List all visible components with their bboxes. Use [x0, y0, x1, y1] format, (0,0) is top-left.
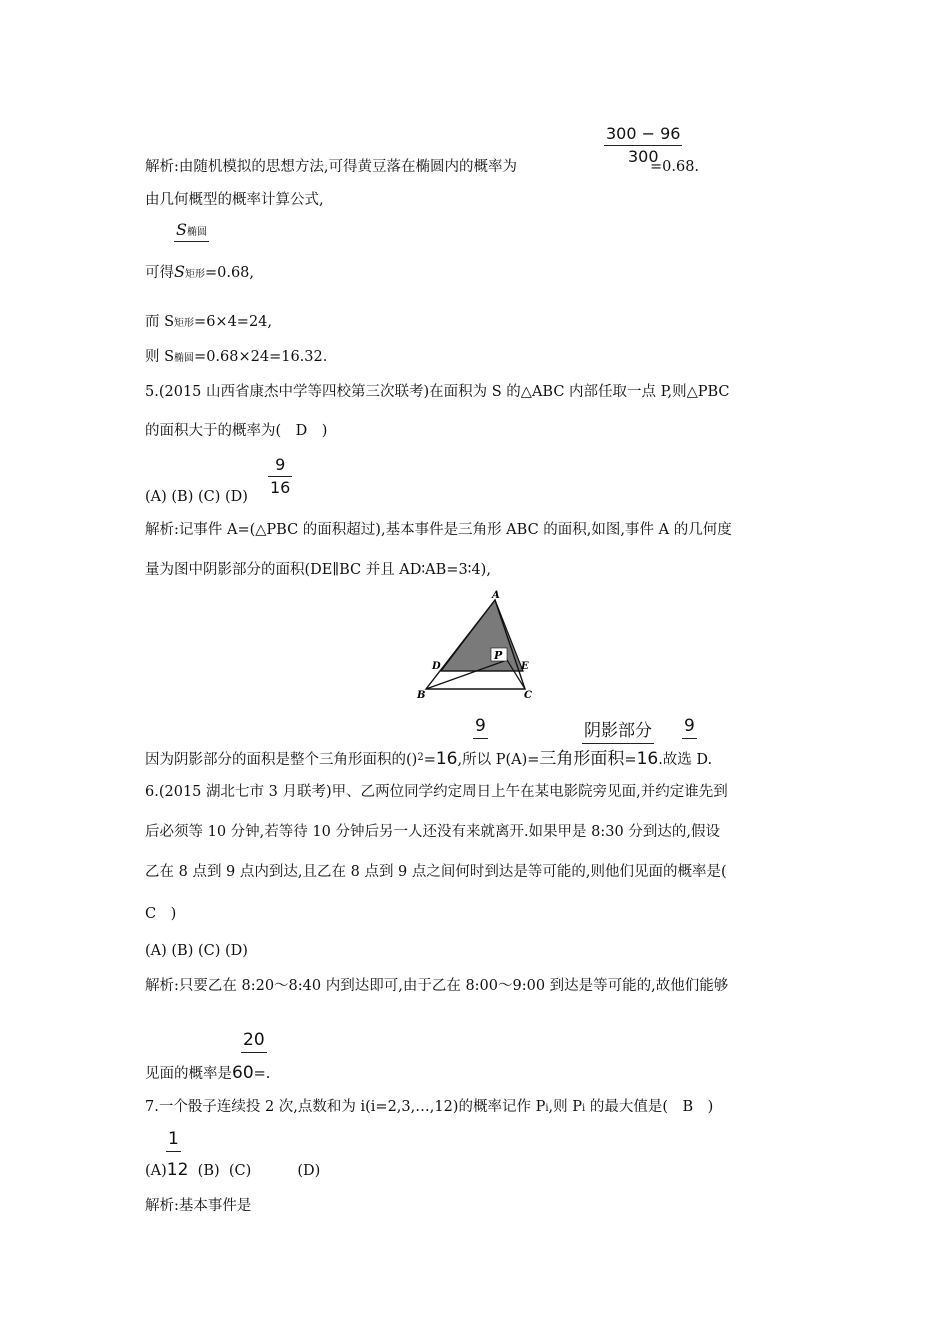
- problem-5-line-2: [145, 421, 327, 441]
- options-text: (A) (B) (C) (D): [145, 489, 248, 505]
- fraction-bar: [604, 145, 682, 146]
- triangle-figure: [410, 588, 540, 700]
- label-d: D: [432, 661, 441, 672]
- problem-answer: C ): [145, 906, 177, 922]
- equals-text: =: [624, 752, 637, 768]
- solution-line-1: [145, 157, 517, 177]
- fraction-area-ratio: [174, 220, 209, 243]
- equals-text: =: [423, 752, 436, 768]
- problem-5-options: [145, 487, 248, 507]
- fraction-numerator: S椭圆: [176, 220, 207, 239]
- problem-7-line-1: [145, 1097, 713, 1119]
- solution-line-1-tail: [650, 157, 699, 177]
- fraction-denominator: S: [174, 262, 185, 281]
- solution-text: 因为阴影部分的面积是整个三角形面积的(): [145, 752, 418, 768]
- problem-6-line-2: [145, 822, 720, 842]
- prefix-text: 可得: [145, 265, 174, 281]
- fraction-denominator: 16: [636, 749, 659, 769]
- solution-text: .故选 D.: [658, 752, 713, 768]
- problem-6-line-3: [145, 862, 727, 882]
- fraction-denominator: 三角形面积: [539, 749, 625, 769]
- fraction-1-over-12: [166, 1129, 181, 1153]
- label-a: A: [492, 590, 500, 601]
- problem-5-line-1: [145, 382, 730, 402]
- options-text: (B) (C) (D): [188, 1163, 321, 1179]
- subscript-text: 椭圆: [174, 353, 195, 364]
- fraction-9-over-16-option-d: [268, 455, 292, 497]
- result-text: =.: [253, 1066, 271, 1082]
- solution-text: ,所以 P(A)=: [457, 752, 540, 768]
- fraction-numerator: 300 − 96: [606, 124, 681, 143]
- fraction-denominator: 12: [166, 1160, 189, 1180]
- problem-6-line-4: [145, 904, 176, 924]
- problem-text: 的面积大于的概率为( D ): [145, 423, 328, 439]
- result-text: =0.68×24=16.32.: [194, 349, 328, 365]
- fraction-bar: [682, 738, 697, 739]
- solution-5-line-1: [145, 520, 732, 540]
- fraction-numerator: 9: [475, 716, 486, 736]
- prefix-text: 而 S: [145, 314, 175, 330]
- fraction-numerator: 9: [684, 716, 695, 736]
- solution-text: 解析:只要乙在 8:20～8:40 内到达即可,由于乙在 8:00～9:00 到达是等可能的,故他们能够: [145, 978, 729, 994]
- fraction-denominator: 16: [435, 749, 458, 769]
- fraction-bar: [582, 743, 654, 744]
- problem-text: 6.(2015 湖北七市 3 月联考)甲、乙两位同学约定周日上午在某电影院旁见面,并约定谁先到: [145, 784, 728, 800]
- label-e: E: [521, 661, 529, 672]
- fraction-20-over-60: [241, 1030, 267, 1054]
- solution-6-line-2: [145, 1063, 270, 1084]
- fraction-denominator: 60: [232, 1063, 254, 1083]
- problem-text: 的最大值是( B ): [585, 1099, 714, 1115]
- rectangle-area-line: [145, 312, 272, 334]
- problem-text: 乙在 8 点到 9 点内到达,且乙在 8 点到 9 点之间何时到达是等可能的,则他们见面的概率是(: [145, 864, 727, 880]
- solution-5-conclusion: [145, 749, 712, 772]
- fraction-bar: [241, 1052, 267, 1053]
- area-ratio-line: [145, 262, 254, 285]
- problem-6-options: [145, 941, 248, 961]
- superscript-text: 2: [417, 752, 424, 763]
- label-b: B: [417, 690, 426, 700]
- solution-5-line-2: [145, 560, 491, 580]
- subscript-text: i: [545, 1103, 549, 1114]
- subscript-text: i: [582, 1103, 586, 1114]
- formula-intro-text: 由几何概型的概率计算公式,: [145, 192, 324, 208]
- options-text: (A) (B) (C) (D): [145, 943, 248, 959]
- prefix-text: 则 S: [145, 349, 175, 365]
- fraction-denominator: 300: [627, 147, 659, 166]
- label-p: P: [494, 649, 503, 662]
- shaded-region: [441, 600, 523, 671]
- problem-text: ,则 P: [548, 1099, 583, 1115]
- subscript-text: 矩形: [174, 318, 195, 329]
- result-text: =6×4=24,: [194, 314, 273, 330]
- option-a-label: (A): [145, 1163, 167, 1179]
- solution-text: 解析:记事件 A=(△PBC 的面积超过),基本事件是三角形 ABC 的面积,如图,事件 A 的几何度: [145, 522, 732, 538]
- fraction-numerator: 阴影部分: [584, 721, 652, 741]
- problem-text: 5.(2015 山西省康杰中学等四校第三次联考)在面积为 S 的△ABC 内部任取一点 P,则△PBC: [145, 384, 730, 400]
- solution-text: 解析:基本事件是: [145, 1198, 252, 1214]
- solution-text: 量为图中阴影部分的面积(DE∥BC 并且 AD∶AB=3∶4),: [145, 562, 491, 578]
- result-text: =0.68.: [650, 159, 700, 175]
- fraction-shaded-over-triangle: [582, 716, 654, 745]
- fraction-9-over-16-a: [473, 716, 488, 740]
- problem-7-options: [145, 1160, 320, 1181]
- problem-text: 后必须等 10 分钟,若等待 10 分钟后另一人还没有来就离开.如果甲是 8:30 分到达的,假设: [145, 824, 720, 840]
- fraction-denominator: 16: [270, 478, 291, 497]
- solution-text: 见面的概率是: [145, 1066, 232, 1082]
- fraction-bar: [268, 476, 292, 477]
- fraction-numerator: 20: [243, 1030, 265, 1050]
- formula-intro-line: [145, 190, 324, 210]
- ellipse-area-line: [145, 347, 327, 369]
- denominator-subscript: 矩形: [184, 269, 205, 280]
- fraction-bar: [174, 241, 209, 242]
- fraction-bar: [473, 738, 488, 739]
- problem-text: 7.一个骰子连续投 2 次,点数和为 i(i=2,3,…,12)的概率记作 P: [145, 1099, 546, 1115]
- solution-6-line-1: [145, 976, 728, 996]
- fraction-numerator: 1: [168, 1129, 179, 1149]
- solution-text: 解析:由随机模拟的思想方法,可得黄豆落在椭圆内的概率为: [145, 159, 517, 175]
- problem-6-line-1: [145, 782, 728, 802]
- fraction-bar: [166, 1151, 181, 1152]
- fraction-9-over-16-b: [682, 716, 697, 740]
- label-c: C: [524, 690, 532, 700]
- solution-7-line-1: [145, 1196, 251, 1216]
- result-text: =0.68,: [204, 265, 255, 281]
- fraction-numerator: 9: [275, 455, 286, 474]
